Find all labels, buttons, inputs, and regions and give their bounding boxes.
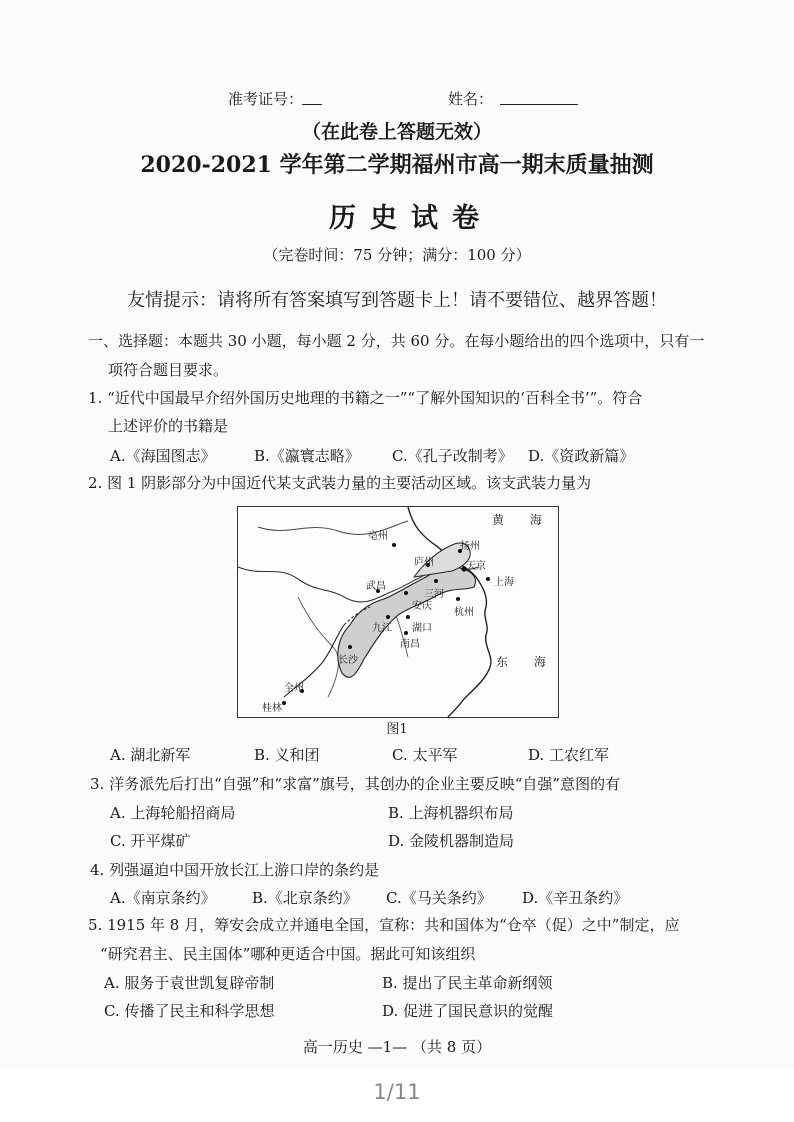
exam-number-label: 准考证号：	[228, 90, 304, 108]
map-city-1: 亳州	[368, 531, 388, 542]
q1-option-c: C.《孔子改制考》	[392, 447, 513, 465]
map-sea-east-1: 东	[496, 655, 509, 669]
map-sea-yellow-2: 海	[530, 513, 543, 527]
subject-title: 历史试卷	[329, 203, 493, 234]
map-city-13: 长沙	[338, 655, 358, 666]
q5-option-c: C. 传播了民主和科学思想	[104, 1002, 275, 1020]
exam-number-blank	[302, 104, 322, 105]
invalid-note: （在此卷上答题无效）	[301, 121, 492, 143]
q3-option-d: D. 金陵机器制造局	[388, 832, 515, 850]
q3-option-b: B. 上海机器织布局	[388, 804, 514, 822]
q2-option-d: D. 工农红军	[528, 746, 610, 764]
map-city-6: 上海	[494, 577, 514, 588]
q1-stem-line1: 1. “近代中国最早介绍外国历史地理的书籍之一”“了解外国知识的‘百科全书’”。符合	[88, 389, 643, 407]
map-city-2: 扬州	[460, 541, 480, 552]
q5-stem-line1: 5. 1915 年 8 月，筹安会成立并通电全国，宣称：共和国体为“仓卒（促）之中”制定，应	[88, 916, 680, 934]
q5-option-a: A. 服务于袁世凯复辟帝制	[104, 974, 275, 992]
q2-option-b: B. 义和团	[254, 746, 320, 764]
q2-option-c: C. 太平军	[392, 746, 458, 764]
map-city-9: 武昌	[366, 581, 386, 592]
name-label: 姓名：	[448, 90, 494, 108]
q1-option-b: B.《瀛寰志略》	[254, 447, 360, 465]
q1-option-d: D.《资政新篇》	[528, 447, 635, 465]
map-sea-yellow-1: 黄	[492, 513, 505, 527]
section-instructions-line2: 项符合题目要求。	[108, 361, 229, 379]
map-city-3: 庐州	[414, 557, 434, 568]
q4-option-a: A.《南京条约》	[110, 889, 216, 907]
map-city-8: 杭州	[454, 607, 474, 618]
map-city-4: 天京	[466, 561, 486, 572]
q3-option-a: A. 上海轮船招商局	[110, 804, 236, 822]
name-blank	[500, 104, 578, 105]
q3-option-c: C. 开平煤矿	[110, 832, 191, 850]
q4-option-c: C.《马关条约》	[386, 889, 492, 907]
q1-option-a: A.《海国图志》	[110, 447, 216, 465]
section-instructions-line1: 一、选择题：本题共 30 小题，每小题 2 分，共 60 分。在每小题给出的四个选项中，只有一	[88, 332, 705, 350]
q2-option-a: A. 湖北新军	[110, 746, 191, 764]
map-city-14: 全州	[284, 683, 304, 694]
q5-option-b: B. 提出了民主革命新纲领	[382, 974, 553, 992]
q4-stem-line1: 4. 列强逼迫中国开放长江上游口岸的条约是	[90, 861, 380, 879]
map-city-10: 九江	[372, 623, 392, 634]
q4-option-b: B.《北京条约》	[252, 889, 358, 907]
q5-option-d: D. 促进了国民意识的觉醒	[382, 1002, 554, 1020]
map-city-5: 三河	[424, 589, 444, 600]
q1-stem-line2: 上述评价的书籍是	[108, 417, 229, 435]
time-info: （完卷时间：75 分钟；满分：100 分）	[263, 246, 531, 264]
map-city-15: 桂林	[262, 703, 282, 714]
map-city-11: 湖口	[412, 623, 432, 634]
map-sea-east-2: 海	[534, 655, 547, 669]
q2-stem-line1: 2. 图 1 阴影部分为中国近代某支武装力量的主要活动区域。该支武装力量为	[88, 474, 592, 492]
page-footer-text: 高一历史 —1— （共 8 页）	[302, 1038, 492, 1056]
friendly-hint: 友情提示：请将所有答案填写到答题卡上！请不要错位、越界答题！	[127, 290, 667, 311]
page-indicator: 1/11	[373, 1080, 421, 1104]
map-figure-1	[237, 506, 559, 718]
exam-title: 2020-2021 学年第二学期福州市高一期末质量抽测	[140, 152, 654, 178]
map-city-12: 南昌	[400, 639, 420, 650]
figure-caption: 图1	[386, 722, 408, 737]
q3-stem-line1: 3. 洋务派先后打出“自强”和“求富”旗号，其创办的企业主要反映“自强”意图的有	[90, 775, 621, 793]
map-city-7: 安庆	[412, 601, 432, 612]
q5-stem-line2: “研究君主、民主国体”哪种更适合中国。据此可知该组织	[100, 945, 476, 963]
q4-option-d: D.《辛丑条约》	[522, 889, 629, 907]
